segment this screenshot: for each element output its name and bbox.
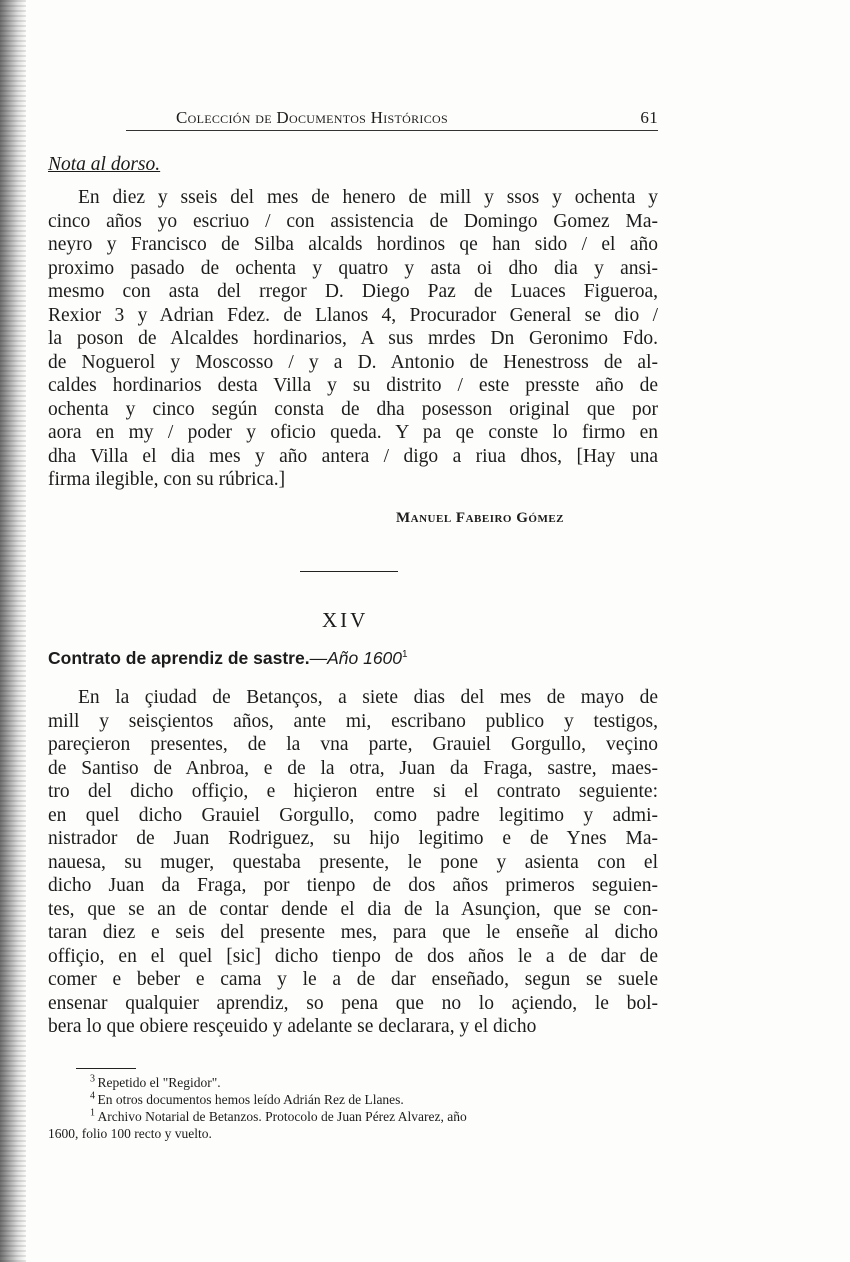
text-line: mesmo con asta del rregor D. Diego Paz de Luaces Figueroa, [48,281,658,302]
footnotes [48,1074,658,1142]
footnote-text: 1600, folio 100 recto y vuelto. [48,1126,212,1141]
section-divider [300,571,398,572]
note-heading: Nota al dorso. [48,154,161,175]
footnote-text: Archivo Notarial de Betanzos. Protocolo de Juan Pérez Alvarez, año [97,1109,467,1124]
text-line: proximo pasado de ochenta y quatro y asta oi dho dia y ansi- [48,257,658,279]
footnote-rule [76,1068,136,1069]
footnote-text: Repetido el "Regidor". [97,1075,221,1090]
text-line: tes, que se an de contar dende el dia de la Asunçion, que se con- [48,898,658,920]
footnote [48,1074,658,1091]
text-line: tro del dicho offiçio, e hiçieron entre si el contrato seguiente: [48,781,658,802]
footnote-mark: 3 [90,1073,98,1085]
text-line: pareçieron presentes, de la vna parte, Grauiel Gorgullo, veçino [48,734,658,755]
book-spine-edge [0,0,26,1262]
text-line: taran diez e seis del presente mes, para que le enseñe al dicho [48,922,658,943]
footnote-text: En otros documentos hemos leído Adrián Rez de Llanes. [97,1092,404,1107]
section-title-italic: —Año 1600 [309,648,403,668]
text-line: la poson de Alcaldes hordinarios, A sus mrdes Dn Geronimo Fdo. [48,328,658,349]
section-number: XIV [322,608,369,632]
text-line: Rexior 3 y Adrian Fdez. de Llanos 4, Procurador General se dio / [48,304,658,326]
section-title-note: 1 [402,649,408,661]
running-title: Colección de Documentos Históricos [176,108,448,127]
text-line: En la çiudad de Betanços, a siete dias del mes de mayo de [78,687,658,708]
text-line: nauesa, su muger, questaba presente, le pone y asienta con el [48,851,658,873]
text-line: neyro y Francisco de Silba alcalds hordinos qe han sido / el año [48,234,658,255]
text-line: ensenar qualquier aprendiz, so pena que no lo açiendo, le bol- [48,992,658,1014]
text-line: en quel dicho Grauiel Gorgullo, como padre legitimo y admi- [48,804,658,826]
section-title-bold: Contrato de aprendiz de sastre. [48,648,310,668]
text-line: firma ilegible, con su rúbrica.] [48,469,286,490]
contract-paragraph [48,686,658,1039]
text-line: cinco años yo escriuo / con assistencia de Domingo Gomez Ma- [48,210,658,232]
text-line: mill y seisçientos años, ante mi, escribano publico y testigos, [48,710,658,732]
footnote [48,1091,658,1108]
footnote-mark: 4 [90,1090,98,1102]
text-line: dha Villa el dia mes y año antera / digo a riua dhos, [Hay una [48,445,658,467]
text-line: de Noguerol y Moscosso / y a D. Antonio de Henestross de al- [48,351,658,373]
page-number: 61 [640,108,658,127]
text-line: bera lo que obiere resçeuido y adelante se declarara, y el dicho [48,1016,537,1037]
section-title [48,648,408,669]
text-line: dicho Juan da Fraga, por tienpo de dos años primeros seguien- [48,875,658,896]
footnote-mark: 1 [90,1107,98,1119]
text-line: aora en my / poder y oficio queda. Y pa qe conste lo firmo en [48,422,658,443]
running-header [126,108,658,131]
text-line: caldes hordinarios desta Villa y su distrito / este presste año de [48,375,658,396]
text-line: comer e beber e cama y le a de dar enseñado, segun se suele [48,969,658,990]
text-line: nistrador de Juan Rodriguez, su hijo legitimo e de Ynes Ma- [48,828,658,849]
footnote [48,1125,658,1142]
signature: Manuel Fabeiro Gómez [396,510,565,526]
note-paragraph [48,186,658,492]
footnote [48,1108,658,1125]
text-line: ochenta y cinco según consta de dha posesson original que por [48,398,658,420]
text-line: En diez y sseis del mes de henero de mill y ssos y ochenta y [78,187,658,208]
text-line: de Santiso de Anbroa, e de la otra, Juan da Fraga, sastre, maes- [48,757,658,779]
text-line: offiçio, en el quel [sic] dicho tienpo de dos años le a de dar de [48,945,658,967]
